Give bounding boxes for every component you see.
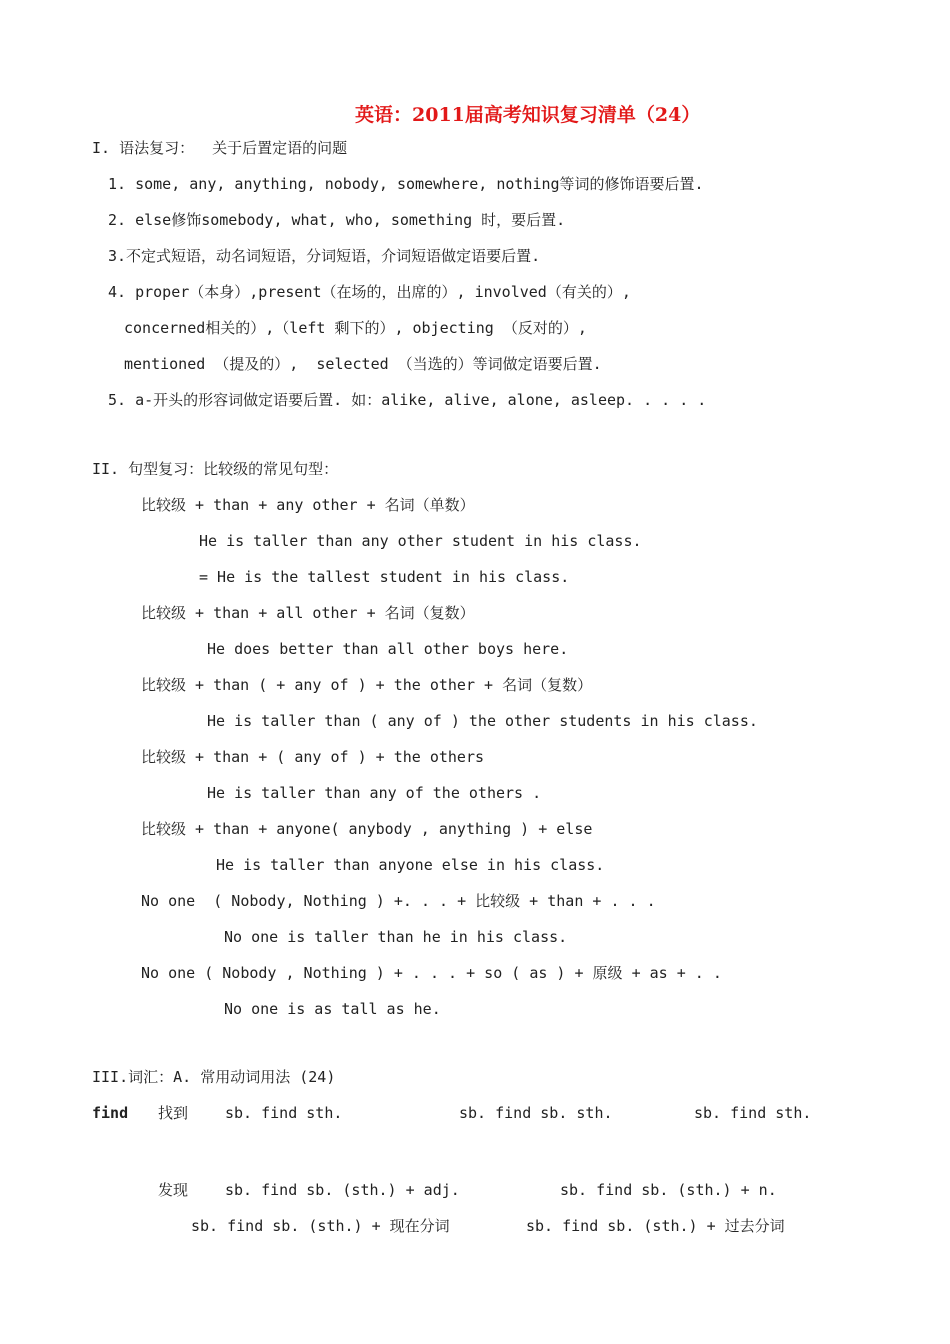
example-4: He is taller than any of the others . bbox=[207, 784, 542, 802]
example-5: He is taller than anyone else in his class. bbox=[216, 856, 605, 874]
pattern-3: 比较级 + than ( + any of ) + the other + 名词（复数） bbox=[141, 676, 593, 694]
grammar-item-4-cont-2: mentioned （提及的）, selected （当选的）等词做定语要后置. bbox=[124, 355, 602, 373]
section-3-heading: III.词汇：A. 常用动词用法 (24) bbox=[92, 1068, 336, 1086]
example-2: He does better than all other boys here. bbox=[207, 640, 569, 658]
grammar-item-1: 1. some, any, anything, nobody, somewhere, nothing等词的修饰语要后置. bbox=[108, 175, 704, 193]
example-1b: = He is the tallest student in his class. bbox=[199, 568, 570, 586]
section-1-heading: I. 语法复习： 关于后置定语的问题 bbox=[92, 139, 348, 157]
pattern-4: 比较级 + than + ( any of ) + the others bbox=[141, 748, 485, 766]
meaning-discover: 发现 bbox=[158, 1181, 189, 1199]
pattern-6: No one ( Nobody, Nothing ) +. . . + 比较级 + than + . . . bbox=[141, 892, 656, 910]
usage-pattern: sb. find sb. sth. bbox=[459, 1104, 613, 1122]
grammar-item-4-cont-1: concerned相关的）,（left 剩下的）, objecting （反对的）, bbox=[124, 319, 587, 337]
grammar-item-4: 4. proper（本身）,present（在场的，出席的）, involved（有关的）, bbox=[108, 283, 631, 301]
example-6: No one is taller than he in his class. bbox=[224, 928, 568, 946]
grammar-item-3: 3.不定式短语，动名词短语，分词短语，介词短语做定语要后置. bbox=[108, 247, 541, 265]
pattern-5: 比较级 + than + anyone( anybody , anything ) + else bbox=[141, 820, 593, 838]
section-2-heading: II. 句型复习：比较级的常见句型： bbox=[92, 460, 339, 478]
example-1: He is taller than any other student in his class. bbox=[199, 532, 642, 550]
document-title: 英语：2011届高考知识复习清单（24） bbox=[355, 104, 701, 126]
vocab-word: find bbox=[92, 1104, 129, 1122]
usage-pattern: sb. find sb. (sth.) + 过去分词 bbox=[526, 1217, 785, 1235]
example-7: No one is as tall as he. bbox=[224, 1000, 441, 1018]
usage-pattern: sb. find sb. (sth.) + n. bbox=[560, 1181, 777, 1199]
grammar-item-2: 2. else修饰somebody, what, who, something 时，要后置. bbox=[108, 211, 566, 229]
pattern-2: 比较级 + than + all other + 名词（复数） bbox=[141, 604, 475, 622]
pattern-7: No one ( Nobody , Nothing ) + . . . + so ( as ) + 原级 + as + . . bbox=[141, 964, 722, 982]
pattern-1: 比较级 + than + any other + 名词（单数） bbox=[141, 496, 475, 514]
usage-pattern: sb. find sb. (sth.) + 现在分词 bbox=[191, 1217, 450, 1235]
usage-pattern: sb. find sb. (sth.) + adj. bbox=[225, 1181, 460, 1199]
usage-pattern: sb. find sth. bbox=[694, 1104, 812, 1122]
meaning-find: 找到 bbox=[158, 1104, 189, 1122]
grammar-item-5: 5. a-开头的形容词做定语要后置. 如：alike, alive, alone, asleep. . . . . bbox=[108, 391, 707, 409]
usage-pattern: sb. find sth. bbox=[225, 1104, 343, 1122]
example-3: He is taller than ( any of ) the other students in his class. bbox=[207, 712, 758, 730]
